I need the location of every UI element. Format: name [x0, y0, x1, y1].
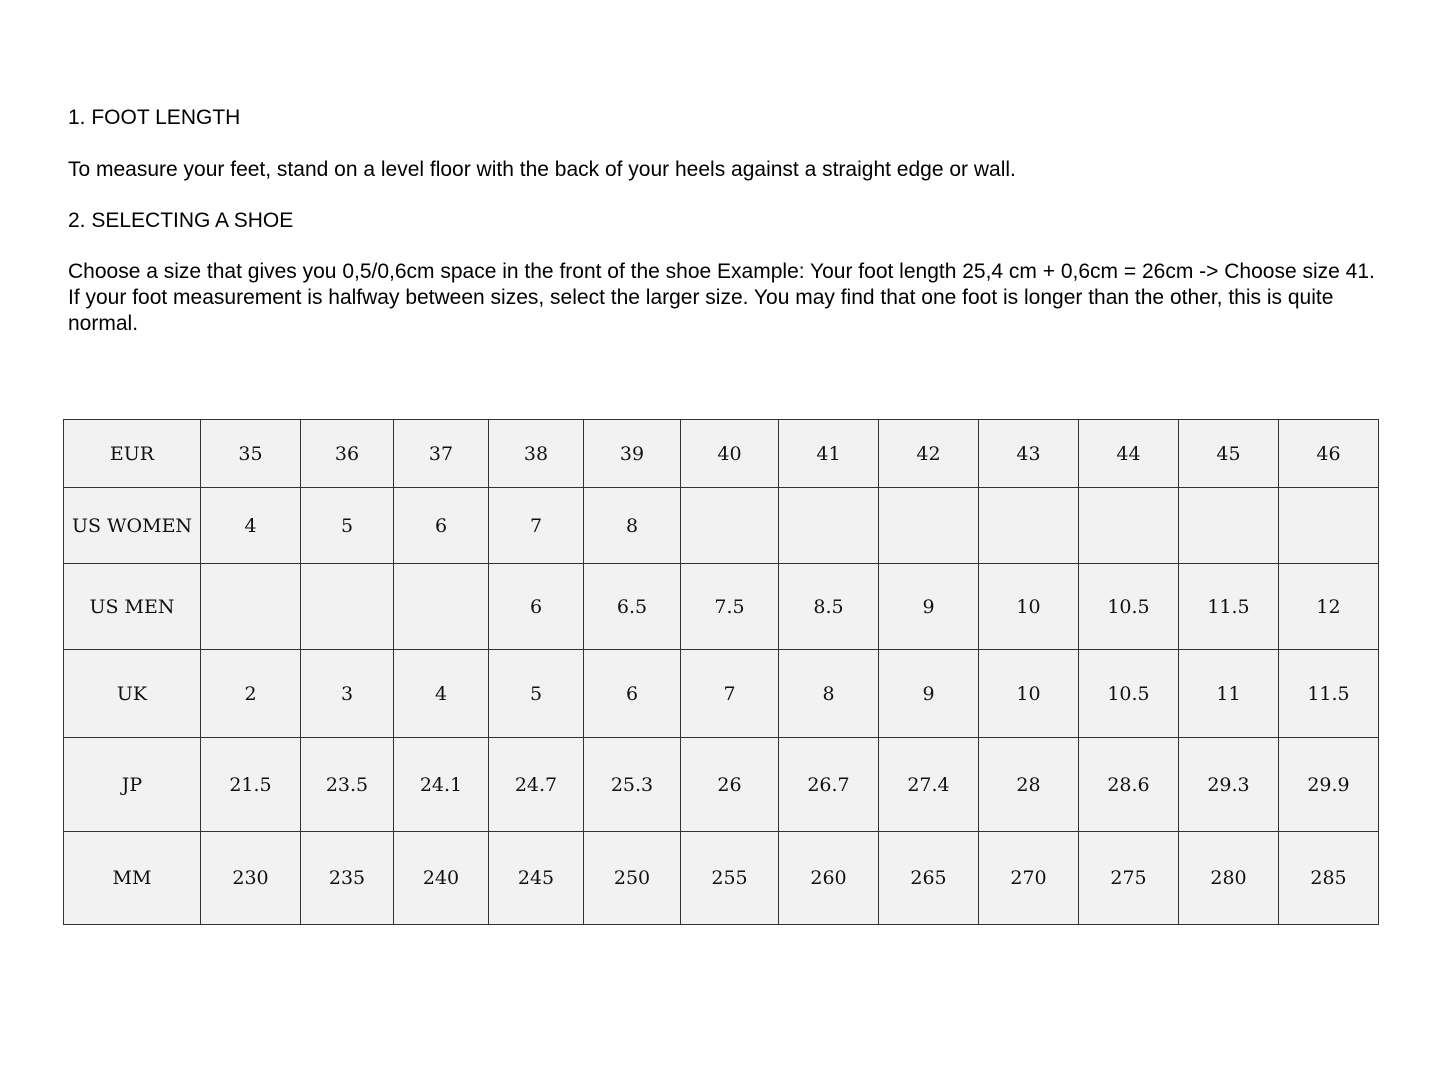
size-cell: 25.3 — [584, 738, 681, 832]
row-label: JP — [64, 738, 201, 832]
table-row-mm — [64, 832, 1379, 925]
selecting-shoe-heading: 2. SELECTING A SHOE — [68, 209, 294, 232]
size-cell: 10 — [979, 650, 1079, 738]
table-row-us-women — [64, 488, 1379, 564]
size-cell: 43 — [979, 420, 1079, 488]
row-label: EUR — [64, 420, 201, 488]
size-chart-table — [63, 419, 1379, 925]
size-cell: 39 — [584, 420, 681, 488]
size-cell: 280 — [1179, 832, 1279, 925]
size-cell: 7 — [681, 650, 779, 738]
size-cell: 12 — [1279, 564, 1379, 650]
size-cell — [201, 564, 301, 650]
size-cell: 4 — [201, 488, 301, 564]
size-cell: 24.1 — [394, 738, 489, 832]
size-cell: 4 — [394, 650, 489, 738]
size-cell: 37 — [394, 420, 489, 488]
row-label: US MEN — [64, 564, 201, 650]
size-cell: 10.5 — [1079, 564, 1179, 650]
size-cell: 2 — [201, 650, 301, 738]
size-cell — [1079, 488, 1179, 564]
size-cell: 5 — [489, 650, 584, 738]
size-cell: 7.5 — [681, 564, 779, 650]
size-cell — [979, 488, 1079, 564]
size-cell: 28 — [979, 738, 1079, 832]
size-cell: 29.3 — [1179, 738, 1279, 832]
size-cell: 45 — [1179, 420, 1279, 488]
size-cell: 29.9 — [1279, 738, 1379, 832]
size-cell — [1179, 488, 1279, 564]
size-cell: 11 — [1179, 650, 1279, 738]
size-cell — [301, 564, 394, 650]
size-cell: 6.5 — [584, 564, 681, 650]
size-cell: 10 — [979, 564, 1079, 650]
size-cell: 8 — [584, 488, 681, 564]
size-cell: 255 — [681, 832, 779, 925]
size-cell: 28.6 — [1079, 738, 1179, 832]
size-cell: 26.7 — [779, 738, 879, 832]
size-cell: 40 — [681, 420, 779, 488]
size-cell: 42 — [879, 420, 979, 488]
size-cell: 265 — [879, 832, 979, 925]
size-cell: 8 — [779, 650, 879, 738]
size-cell: 11.5 — [1179, 564, 1279, 650]
size-cell: 26 — [681, 738, 779, 832]
size-cell: 38 — [489, 420, 584, 488]
foot-length-heading: 1. FOOT LENGTH — [68, 106, 241, 129]
size-cell: 9 — [879, 650, 979, 738]
size-cell: 27.4 — [879, 738, 979, 832]
size-cell — [779, 488, 879, 564]
size-cell: 6 — [394, 488, 489, 564]
size-cell: 6 — [489, 564, 584, 650]
size-cell: 10.5 — [1079, 650, 1179, 738]
row-label: MM — [64, 832, 201, 925]
size-cell: 23.5 — [301, 738, 394, 832]
size-cell: 5 — [301, 488, 394, 564]
foot-length-text: To measure your feet, stand on a level floor with the back of your heels against a straight edge or wall. — [68, 158, 1016, 181]
size-cell: 11.5 — [1279, 650, 1379, 738]
size-cell: 240 — [394, 832, 489, 925]
selecting-shoe-text: Choose a size that gives you 0,5/0,6cm space in the front of the shoe Example: Your foot length 25,4 cm + 0,6cm = 26cm -> Choose size 41. If your foot measurement is halfway between sizes, select the larger size. You may find that one foot is longer than the other, this is quite normal. — [68, 260, 1375, 335]
size-cell: 245 — [489, 832, 584, 925]
size-cell: 24.7 — [489, 738, 584, 832]
size-cell: 8.5 — [779, 564, 879, 650]
size-cell — [879, 488, 979, 564]
size-cell: 36 — [301, 420, 394, 488]
table-row-uk — [64, 650, 1379, 738]
size-cell — [681, 488, 779, 564]
size-cell: 275 — [1079, 832, 1179, 925]
size-cell — [394, 564, 489, 650]
table-row-us-men — [64, 564, 1379, 650]
table-row-jp — [64, 738, 1379, 832]
size-cell: 260 — [779, 832, 879, 925]
size-cell: 41 — [779, 420, 879, 488]
size-cell: 7 — [489, 488, 584, 564]
size-cell: 44 — [1079, 420, 1179, 488]
size-cell: 230 — [201, 832, 301, 925]
size-cell — [1279, 488, 1379, 564]
size-cell: 46 — [1279, 420, 1379, 488]
row-label: US WOMEN — [64, 488, 201, 564]
size-cell: 21.5 — [201, 738, 301, 832]
row-label: UK — [64, 650, 201, 738]
size-cell: 9 — [879, 564, 979, 650]
size-cell: 270 — [979, 832, 1079, 925]
size-cell: 6 — [584, 650, 681, 738]
size-cell: 285 — [1279, 832, 1379, 925]
size-cell: 35 — [201, 420, 301, 488]
size-cell: 235 — [301, 832, 394, 925]
size-cell: 250 — [584, 832, 681, 925]
table-row-eur — [64, 420, 1379, 488]
size-cell: 3 — [301, 650, 394, 738]
